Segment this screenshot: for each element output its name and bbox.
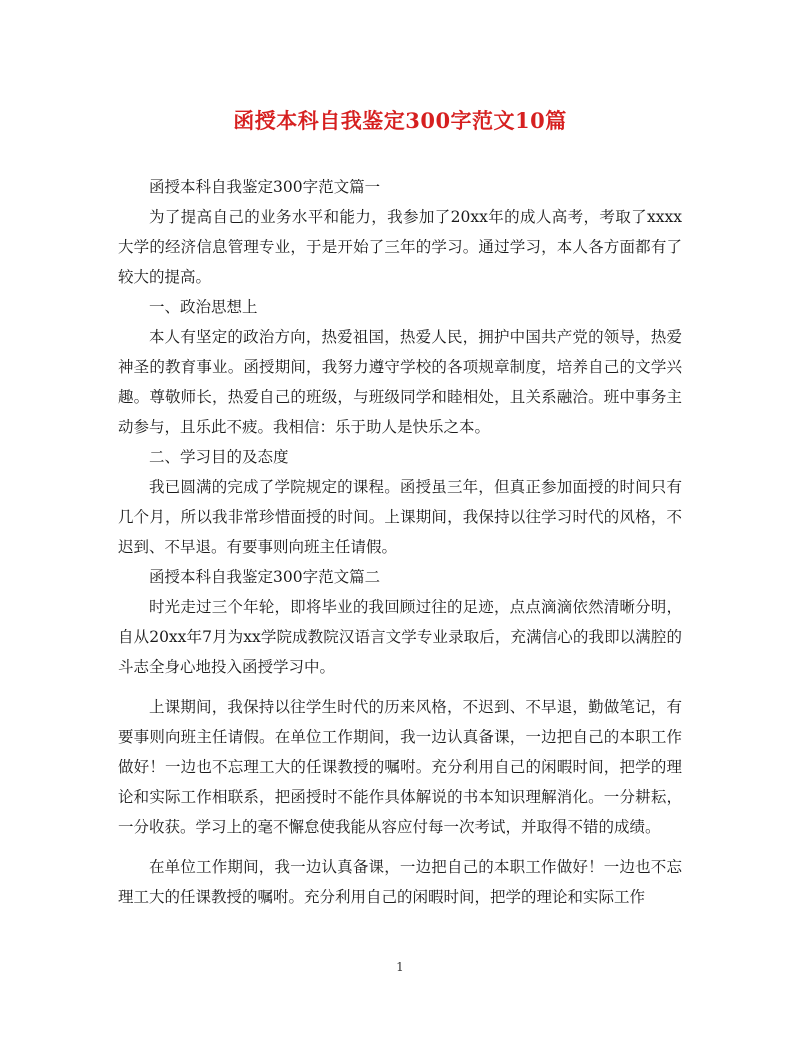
section-heading-politics: 一、政治思想上 bbox=[149, 298, 258, 316]
paragraph-three-years: 时光走过三个年轮，即将毕业的我回顾过往的足迹，点点滴滴依然清晰分明，自从20xx年7月为xx学院成教院汉语言文学专业录取后，充满信心的我即以满腔的斗志全身心地投入函授学习中。 bbox=[118, 598, 682, 676]
section-heading-article-two: 函授本科自我鉴定300字范文篇二 bbox=[149, 568, 381, 586]
page-number: 1 bbox=[396, 960, 404, 974]
paragraph-class-period: 上课期间，我保持以往学生时代的历来风格，不迟到、不早退，勤做笔记，有要事则向班主任请假。在单位工作期间，我一边认真备课，一边把自己的本职工作做好！一边也不忘理工大的任课教授的嘱咐。充分利用自己的闲暇时间，把学的理论和实际工作相联系，把函授时不能作具体解说的书本知识理解消化。一分耕耘，一分收获。学习上的毫不懈怠使我能从容应付每一次考试，并取得不错的成绩。 bbox=[118, 698, 682, 836]
document-title: 函授本科自我鉴定300字范文10篇 bbox=[233, 108, 567, 133]
section-heading-article-one: 函授本科自我鉴定300字范文篇一 bbox=[149, 178, 381, 196]
paragraph-study-attitude: 我已圆满的完成了学院规定的课程。函授虽三年，但真正参加面授的时间只有几个月，所以我非常珍惜面授的时间。上课期间，我保持以往学习时代的风格，不迟到、不早退。有要事则向班主任请假。 bbox=[118, 478, 682, 556]
paragraph-intro: 为了提高自己的业务水平和能力，我参加了20xx年的成人高考，考取了xxxx大学的经济信息管理专业，于是开始了三年的学习。通过学习，本人各方面都有了较大的提高。 bbox=[118, 208, 682, 286]
paragraph-politics: 本人有坚定的政治方向，热爱祖国，热爱人民，拥护中国共产党的领导，热爱神圣的教育事业。函授期间，我努力遵守学校的各项规章制度，培养自己的文学兴趣。尊敬师长，热爱自己的班级，与班级同学和睦相处，且关系融洽。班中事务主动参与，且乐此不疲。我相信：乐于助人是快乐之本。 bbox=[118, 328, 682, 436]
section-heading-study-attitude: 二、学习目的及态度 bbox=[149, 448, 289, 466]
document-body bbox=[118, 172, 682, 912]
paragraph-work-period: 在单位工作期间，我一边认真备课，一边把自己的本职工作做好！一边也不忘理工大的任课教授的嘱咐。充分利用自己的闲暇时间，把学的理论和实际工作 bbox=[118, 858, 682, 906]
